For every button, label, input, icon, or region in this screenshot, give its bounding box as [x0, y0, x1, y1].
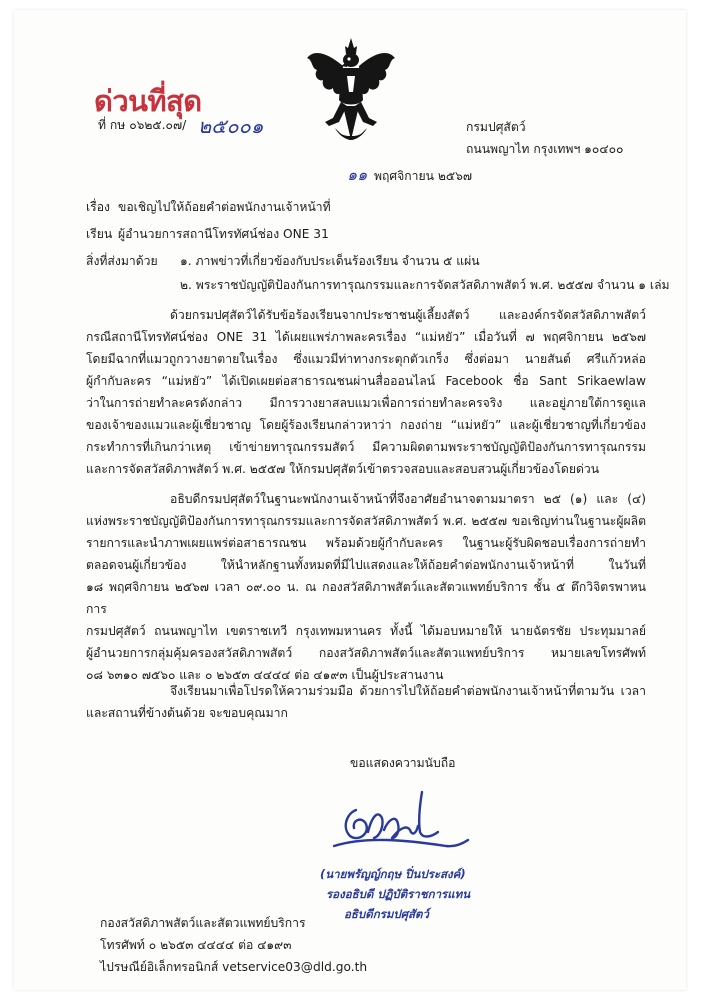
footer-email: ไปรษณีย์อิเล็กทรอนิกส์ vetservice03@dld.go.th — [100, 960, 368, 974]
subject: ขอเชิญไปให้ถ้อยคำต่อพนักงานเจ้าหน้าที่ — [118, 200, 331, 214]
paragraph-line: โดยมีฉากที่แมวถูกวางยาตายในเรื่อง ซึ่งแมวมีท่าทางกระตุกตัวเกร็ง ซึ่งต่อมา นายสันต์ ศรีแก้วหล่อ — [86, 352, 646, 366]
signature-icon — [326, 780, 476, 860]
footer-dept: กองสวัสดิภาพสัตว์และสัตวแพทย์บริการ — [100, 916, 306, 930]
date-day-handwritten: ๑๑ — [347, 165, 368, 184]
garuda-emblem-icon — [303, 36, 399, 144]
enclosure-item-2: ๒. พระราชบัญญัติป้องกันการทารุณกรรมและการจัดสวัสดิภาพสัตว์ พ.ศ. ๒๕๕๗ จำนวน ๑ เล่ม — [180, 278, 670, 292]
paragraph-line: ของเจ้าของแมวและผู้เชี่ยวชาญ โดยผู้ร้องเรียนกล่าวหาว่า กองถ่าย “แม่หยัว” และผู้เชี่ยวชาญที่เกี่ยวข้อง — [86, 418, 646, 432]
paragraph-line: ผู้กำกับละคร “แม่หยัว” ได้เปิดเผยต่อสาธารณชนผ่านสื่อออนไลน์ Facebook ชื่อ Sant Srikaewlaw — [86, 374, 646, 388]
paragraph-line: ผู้อำนวยการกลุ่มคุ้มครองสวัสดิภาพสัตว์ กองสวัสดิภาพสัตว์และสัตวแพทย์บริการ หมายเลขโทรศัพท์ — [86, 646, 646, 660]
paragraph-3 — [86, 680, 646, 724]
date: พฤศจิกายน ๒๕๖๗ — [374, 169, 473, 183]
paragraph-line: ด้วยกรมปศุสัตว์ได้รับข้อร้องเรียนจากประชาชนผู้เลี้ยงสัตว์ และองค์กรจัดสวัสดิภาพสัตว์ — [170, 308, 646, 322]
org-name: กรมปศุสัตว์ — [466, 120, 526, 134]
document-page — [14, 10, 686, 990]
paragraph-line: กรณีสถานีโทรทัศน์ช่อง ONE 31 ได้เผยแพร่ภาพละครเรื่อง “แม่หยัว” เมื่อวันที่ ๗ พฤศจิกายน ๒๕๖๗ — [86, 330, 646, 344]
paragraph-2 — [86, 488, 646, 686]
paragraph-line: แห่งพระราชบัญญัติป้องกันการทารุณกรรมและการจัดสวัสดิภาพสัตว์ พ.ศ. ๒๕๕๗ ขอเชิญท่านในฐานะผู้ผลิต — [86, 514, 646, 528]
signer-title-1: รองอธิบดี ปฏิบัติราชการแทน — [326, 887, 471, 901]
paragraph-line: และการจัดสวัสดิภาพสัตว์ พ.ศ. ๒๕๕๗ ให้กรมปศุสัตว์เข้าตรวจสอบและสอบสวนผู้เกี่ยวข้องโดยด่วน — [86, 462, 600, 476]
regards: ขอแสดงความนับถือ — [350, 756, 456, 770]
urgent-label: ด่วนที่สุด — [94, 84, 202, 118]
signer-title-2: อธิบดีกรมปศุสัตว์ — [344, 907, 429, 921]
to-label: เรียน — [86, 227, 113, 241]
paragraph-line: ว่าในการถ่ายทำละครดังกล่าว มีการวางยาสลบแมวเพื่อการถ่ายทำละครจริง และอยู่ภายใต้การดูแล — [86, 396, 646, 410]
enclosure-label: สิ่งที่ส่งมาด้วย — [86, 254, 158, 268]
paragraph-line: กระทำการที่เกินกว่าเหตุ เข้าข่ายทารุณกรรมสัตว์ มีความผิดตามพระราชบัญญัติป้องกันการทารุณกรรม — [86, 440, 646, 454]
paragraph-line: และสถานที่ข้างต้นด้วย จะขอบคุณมาก — [86, 706, 288, 720]
document-number-handwritten: ๒๕๐๐๑ — [198, 114, 264, 138]
footer-phone: โทรศัพท์ ๐ ๒๖๕๓ ๔๔๔๔ ต่อ ๔๑๙๓ — [100, 938, 292, 952]
paragraph-1 — [86, 304, 646, 480]
paragraph-line: กรมปศุสัตว์ ถนนพญาไท เขตราชเทวี กรุงเทพมหานคร ทั้งนี้ ได้มอบหมายให้ นายฉัตรชัย ประทุมมาลย์ — [86, 624, 646, 638]
to: ผู้อำนวยการสถานีโทรทัศน์ช่อง ONE 31 — [118, 227, 329, 241]
paragraph-line: ๐๘ ๖๓๑๐ ๗๕๖๐ และ ๐ ๒๖๕๓ ๔๔๔๔ ต่อ ๔๑๙๓ เป็นผู้ประสานงาน — [86, 668, 444, 682]
paragraph-line: อธิบดีกรมปศุสัตว์ในฐานะพนักงานเจ้าหน้าที่จึงอาศัยอำนาจตามมาตรา ๒๕ (๑) และ (๔) — [170, 492, 646, 506]
org-address: ถนนพญาไท กรุงเทพฯ ๑๐๔๐๐ — [466, 142, 624, 156]
enclosure-item-1: ๑. ภาพข่าวที่เกี่ยวข้องกับประเด็นร้องเรียน จำนวน ๕ แผ่น — [180, 254, 480, 268]
paragraph-line: จึงเรียนมาเพื่อโปรดให้ความร่วมมือ ด้วยการไปให้ถ้อยคำต่อพนักงานเจ้าหน้าที่ตามวัน เวลา — [170, 684, 646, 698]
paragraph-line: ตลอดจนผู้เกี่ยวข้อง ให้นำหลักฐานทั้งหมดที่มีไปแสดงและให้ถ้อยคำต่อพนักงานเจ้าหน้าที่ ในวันที่ — [86, 558, 646, 572]
paragraph-line: ๑๘ พฤศจิกายน ๒๕๖๗ เวลา ๐๙.๐๐ น. ณ กองสวัสดิภาพสัตว์และสัตวแพทย์บริการ ชั้น ๕ ตึกวิจิตรพาหนการ — [86, 580, 646, 616]
paragraph-line: รายการและนำภาพเผยแพร่ต่อสาธารณชน พร้อมด้วยผู้กำกับละคร ในฐานะผู้รับผิดชอบเรื่องการถ่ายทำ — [86, 536, 646, 550]
signer-name: (นายพรัญญ์กฤษ ปิ่นประสงค์) — [320, 867, 466, 881]
subject-label: เรื่อง — [86, 200, 110, 214]
document-number: ที่ กษ ๐๖๒๕.๐๗/ — [98, 118, 187, 132]
